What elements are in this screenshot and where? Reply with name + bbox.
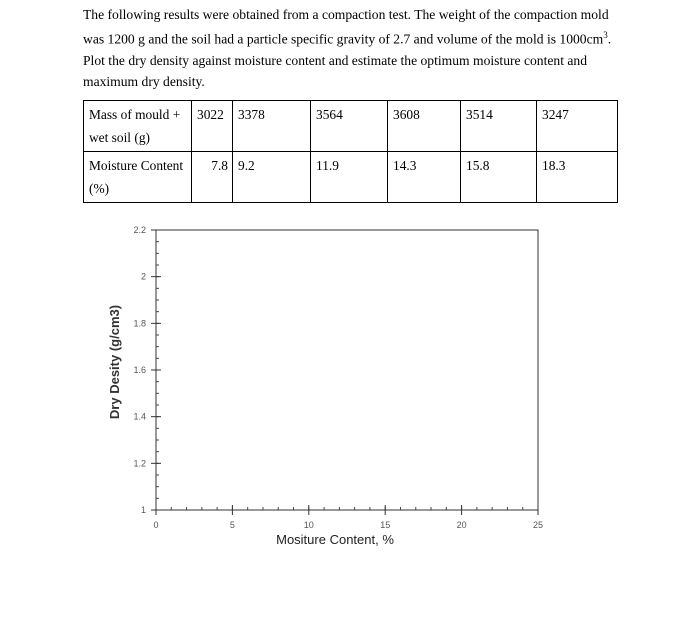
table-cell: 7.8 bbox=[192, 152, 233, 203]
x-tick-label: 0 bbox=[153, 520, 159, 530]
problem-text: The following results were obtained from a compaction test. The weight of the compaction mold was 1200 g and the soil had a particle specific gravity of 2.7 and volume of the mold is 1000cm bbox=[83, 7, 609, 47]
table-cell: 9.2 bbox=[233, 152, 311, 203]
table-cell: 3022 bbox=[192, 101, 233, 152]
table-cell: 3247 bbox=[537, 101, 618, 152]
row-header-mass: Mass of mould + wet soil (g) bbox=[84, 101, 192, 152]
table-cell: 15.8 bbox=[461, 152, 537, 203]
x-tick-label: 20 bbox=[456, 520, 467, 530]
problem-text-end: . bbox=[607, 31, 612, 47]
row-header-moisture: Moisture Content (%) bbox=[84, 152, 192, 203]
superscript: 3 bbox=[603, 30, 608, 40]
table-cell: 3378 bbox=[233, 101, 311, 152]
x-tick-label: 25 bbox=[532, 520, 544, 530]
table-cell: 18.3 bbox=[537, 152, 618, 203]
y-tick-label: 1.4 bbox=[133, 411, 146, 422]
table-cell: 14.3 bbox=[388, 152, 461, 203]
y-tick-label: 1.6 bbox=[133, 365, 146, 375]
x-axis-title: Mositure Content, % bbox=[276, 532, 394, 547]
x-tick-label: 5 bbox=[229, 520, 235, 530]
y-tick-label: 1.2 bbox=[133, 458, 146, 469]
y-tick-label: 1 bbox=[140, 505, 146, 515]
x-tick-label: 10 bbox=[303, 520, 314, 530]
y-tick-label: 1.8 bbox=[133, 318, 146, 329]
table-cell: 3564 bbox=[311, 101, 388, 152]
y-tick-label: 2.2 bbox=[133, 225, 146, 235]
table-cell: 3514 bbox=[461, 101, 537, 152]
x-tick-label: 15 bbox=[380, 520, 391, 530]
y-axis-title: Dry Desity (g/cm3) bbox=[107, 304, 122, 420]
problem-instruction: Plot the dry density against moisture content and estimate the optimum moisture content and maximum dry density. bbox=[83, 52, 588, 89]
table-cell: 11.9 bbox=[311, 152, 388, 203]
y-tick-label: 2 bbox=[140, 271, 146, 282]
plot-area-frame bbox=[156, 230, 538, 510]
table-cell: 3608 bbox=[388, 101, 461, 152]
